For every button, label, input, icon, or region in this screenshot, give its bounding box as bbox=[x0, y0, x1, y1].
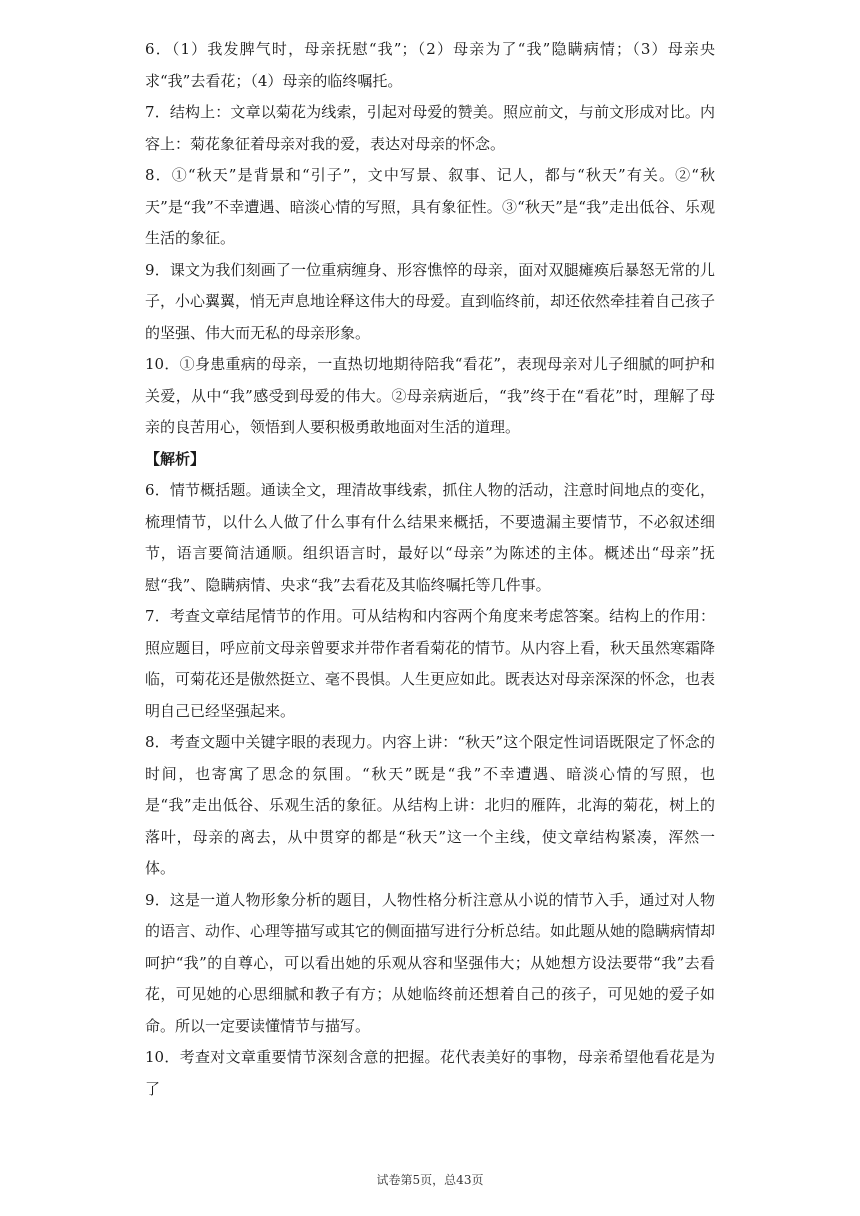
answer-9: 9．课文为我们刻画了一位重病缠身、形容憔悴的母亲，面对双腿瘫痪后暴怒无常的儿子，小心翼翼，悄无声息地诠释这伟大的母爱。直到临终前，却还依然牵挂着自己孩子的坚强、伟大而无私的母亲形象。 bbox=[145, 260, 716, 342]
answer-7: 7．结构上：文章以菊花为线索，引起对母爱的赞美。照应前文，与前文形成对比。内容上：菊花象征着母亲对我的爱，表达对母亲的怀念。 bbox=[145, 103, 715, 153]
analysis-6: 6．情节概括题。通读全文，理清故事线索，抓住人物的活动，注意时间地点的变化，梳理情节，以什么人做了什么事有什么结果来概括，不要遗漏主要情节，不必叙述细节，语言要简洁通顺。组织语言时，最好以“母亲”为陈述的主体。概述出“母亲”抚慰“我”、隐瞒病情、央求“我”去看花及其临终嘱托等几件事。 bbox=[145, 481, 715, 594]
page-footer: 试卷第5页，总43页 bbox=[376, 1173, 484, 1187]
analysis-heading: 【解析】 bbox=[145, 449, 206, 468]
analysis-9: 9．这是一道人物形象分析的题目，人物性格分析注意从小说的情节入手，通过对人物的语言、动作、心理等描写或其它的侧面描写进行分析总结。如此题从她的隐瞒病情却呵护“我”的自尊心，可以看出她的乐观从容和坚强伟大；从她想方设法要带“我”去看花，可见她的心思细腻和教子有方；从她临终前还想着自己的孩子，可见她的爱子如命。所以一定要读懂情节与描写。 bbox=[145, 890, 716, 1035]
analysis-10: 10．考查对文章重要情节深刻含意的把握。花代表美好的事物，母亲希望他看花是为了 bbox=[145, 1048, 715, 1098]
analysis-7: 7．考查文章结尾情节的作用。可从结构和内容两个角度来考虑答案。结构上的作用：照应题目，呼应前文母亲曾要求并带作者看菊花的情节。从内容上看，秋天虽然寒霜降临，可菊花还是傲然挺立、毫不畏惧。人生更应如此。既表达对母亲深深的怀念，也表明自己已经坚强起来。 bbox=[145, 607, 716, 720]
answer-10: 10．①身患重病的母亲，一直热切地期待陪我“看花”，表现母亲对儿子细腻的呵护和关爱，从中“我”感受到母爱的伟大。②母亲病逝后，“我”终于在“看花”时，理解了母亲的良苦用心，领悟到人要积极勇敢地面对生活的道理。 bbox=[145, 355, 715, 436]
answer-8: 8．①“秋天”是背景和“引子”，文中写景、叙事、记人，都与“秋天”有关。②“秋天”是“我”不幸遭遇、暗淡心情的写照，具有象征性。③“秋天”是“我”走出低谷、乐观生活的象征。 bbox=[145, 166, 715, 247]
analysis-8: 8．考查文题中关键字眼的表现力。内容上讲：“秋天”这个限定性词语既限定了怀念的时间，也寄寓了思念的氛围。“秋天”既是“我”不幸遭遇、暗淡心情的写照，也是“我”走出低谷、乐观生活的象征。从结构上讲：北归的雁阵，北海的菊花，树上的落叶，母亲的离去，从中贯穿的都是“秋天”这一个主线，使文章结构紧凑，浑然一体。 bbox=[145, 733, 715, 877]
page-content bbox=[145, 34, 715, 1105]
answer-6: 6．（1）我发脾气时，母亲抚慰“我”；（2）母亲为了“我”隐瞒病情；（3）母亲央求“我”去看花；（4）母亲的临终嘱托。 bbox=[145, 40, 715, 90]
